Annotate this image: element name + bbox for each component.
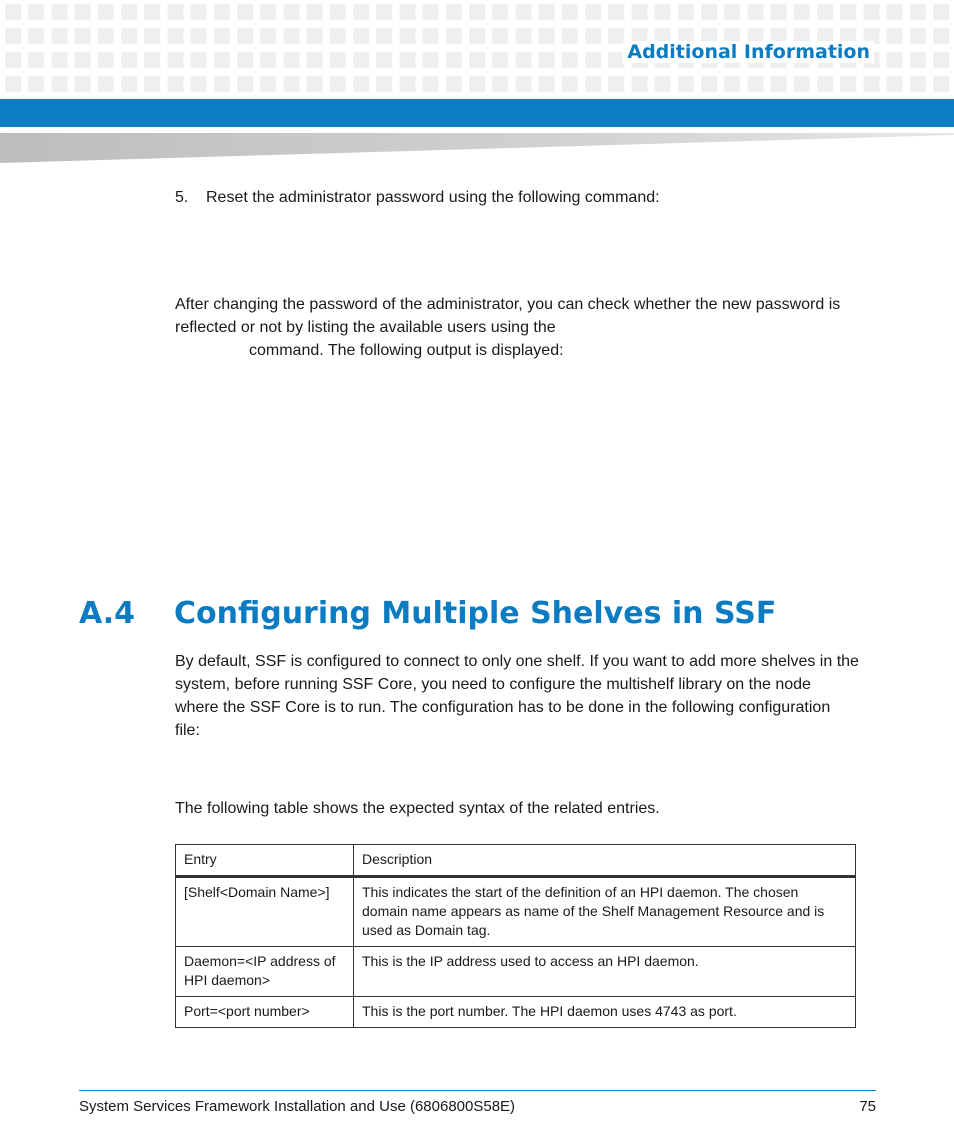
header-dot [724,76,740,92]
header-dot [307,28,323,44]
header-dot [307,4,323,20]
header-dot [469,52,485,68]
header-dot [283,28,299,44]
header-dot [399,76,415,92]
table-row [176,997,856,1028]
section-title: Configuring Multiple Shelves in SSF [174,596,777,631]
footer-document-title: System Services Framework Installation and Use (6806800S58E) [79,1098,516,1115]
header-dot [98,76,114,92]
section-heading [79,596,899,631]
header-dot [887,28,903,44]
header-dot [51,4,67,20]
header-dot [75,76,91,92]
header-dot [237,76,253,92]
header-dot [167,4,183,20]
header-dot [28,76,44,92]
header-dot [144,4,160,20]
header-dot [515,52,531,68]
header-dot [910,28,926,44]
header-dot [910,52,926,68]
header-dot [539,76,555,92]
header-dot [492,4,508,20]
header-dot [933,76,949,92]
header-dot [469,4,485,20]
header-dot [5,52,21,68]
paragraph-line: By default, SSF is configured to connect to only one shelf. If you want to add more shelves in the [175,653,859,670]
header-dot [585,52,601,68]
header-dot [608,28,624,44]
table-row [176,877,856,947]
header-dot [237,4,253,20]
header-dot [701,76,717,92]
header-dot [98,28,114,44]
header-dot [492,52,508,68]
header-dot [121,28,137,44]
paragraph-table-intro: The following table shows the expected syntax of the related entries. [175,800,660,817]
header-dot [330,76,346,92]
description-line: This indicates the start of the definition of an HPI daemon. The chosen [362,884,799,900]
header-dot [121,4,137,20]
header-dot [910,4,926,20]
header-dot [144,28,160,44]
header-dot [191,52,207,68]
header-dot [539,52,555,68]
header-dot [863,76,879,92]
header-dot [353,52,369,68]
paragraph-line: reflected or not by listing the available users using the [175,319,556,336]
header-dot [98,52,114,68]
header-dot [353,76,369,92]
header-dot [260,28,276,44]
footer-page-number: 75 [859,1098,876,1115]
step-text: Reset the administrator password using the following command: [206,189,660,206]
header-dot [144,52,160,68]
header-dot [585,76,601,92]
step-number: 5. [175,189,189,206]
running-header-title: Additional Information [623,41,874,63]
header-dot [446,76,462,92]
paragraph-line: system, before running SSF Core, you need to configure the multishelf library on the node [175,676,811,693]
header-dot [585,28,601,44]
description-line: domain name appears as name of the Shelf Management Resource and is [362,903,825,919]
header-dot [771,76,787,92]
header-dot [469,28,485,44]
header-dot [933,4,949,20]
header-dot [678,76,694,92]
header-dot [353,4,369,20]
footer-rule [79,1090,876,1091]
header-dot [75,4,91,20]
syntax-table [175,844,856,1028]
header-dot [423,4,439,20]
header-dot [28,4,44,20]
header-dot [608,52,624,68]
description-line: This is the port number. The HPI daemon uses 4743 as port. [362,1003,737,1019]
header-dot [121,52,137,68]
header-dot [237,28,253,44]
header-dot [167,28,183,44]
header-dot [307,52,323,68]
header-dot [887,52,903,68]
step-5 [175,186,875,209]
header-dot [260,76,276,92]
header-dot [446,28,462,44]
header-dot [608,76,624,92]
header-dot [910,76,926,92]
header-dot [655,4,671,20]
table-header-cell: Entry [176,845,354,877]
paragraph-line: After changing the password of the administrator, you can check whether the new password is [175,296,841,313]
header-dot [747,76,763,92]
header-dot [121,76,137,92]
header-dot [840,76,856,92]
header-dot [330,4,346,20]
header-dot [631,76,647,92]
header-dot [214,4,230,20]
header-dot [678,4,694,20]
header-dot [817,76,833,92]
header-dot [539,28,555,44]
header-dot [794,4,810,20]
header-dot [423,28,439,44]
header-dot [144,76,160,92]
header-dot [283,4,299,20]
header-dot [353,28,369,44]
header-dot [260,52,276,68]
header-dot [214,76,230,92]
paragraph-password-check [175,293,875,362]
header-dot [515,76,531,92]
header-dot [5,76,21,92]
header-dot [167,76,183,92]
header-dot [376,76,392,92]
section-number: A.4 [79,596,136,631]
header-dot [75,52,91,68]
header-dot [376,28,392,44]
header-dot [399,4,415,20]
table-cell-entry: [Shelf<Domain Name>] [176,877,354,947]
header-dot [817,4,833,20]
header-dot [376,52,392,68]
header-dot [28,52,44,68]
header-dot [747,4,763,20]
header-dot [5,28,21,44]
description-line: This is the IP address used to access an HPI daemon. [362,953,699,969]
paragraph-line: where the SSF Core is to run. The configuration has to be done in the following configuration [175,699,831,716]
header-dot [562,4,578,20]
table-cell-entry: Port=<port number> [176,997,354,1028]
header-dot [562,28,578,44]
header-dot [887,4,903,20]
header-dot [214,52,230,68]
header-dot [863,4,879,20]
header-dot [191,4,207,20]
header-dot [492,28,508,44]
header-dot [330,28,346,44]
header-dot [515,28,531,44]
header-dot [423,52,439,68]
header-dot [399,52,415,68]
header-dot [28,28,44,44]
table-cell-description [354,877,856,947]
header-dot [562,52,578,68]
header-dot [446,52,462,68]
header-dot [585,4,601,20]
header-dot [724,4,740,20]
header-dot [191,28,207,44]
table-header-row [176,845,856,877]
header-dot [423,76,439,92]
header-dot [492,76,508,92]
paragraph-line: command. The following output is displayed: [249,342,564,359]
header-dot [887,76,903,92]
header-dot [98,4,114,20]
header-dot [167,52,183,68]
header-dot [5,4,21,20]
header-dot [469,76,485,92]
header-dot [631,4,647,20]
table-cell-description [354,947,856,997]
header-dot [283,52,299,68]
entry-line: Daemon=<IP address of [184,953,336,969]
header-blue-bar [0,99,954,127]
header-dot [307,76,323,92]
table-header-cell: Description [354,845,856,877]
header-dot [51,52,67,68]
header-dot [840,4,856,20]
header-dot [376,4,392,20]
header-dot [260,4,276,20]
header-dot [794,76,810,92]
header-dot [399,28,415,44]
paragraph-line: file: [175,722,200,739]
header-gray-wedge [0,133,954,163]
header-dot [933,52,949,68]
header-dot [933,28,949,44]
header-dot [191,76,207,92]
header-dot [330,52,346,68]
table-row [176,947,856,997]
header-dot [562,76,578,92]
header-dot [771,4,787,20]
header-dot [539,4,555,20]
header-dot [51,76,67,92]
header-dot [51,28,67,44]
table-cell-entry [176,947,354,997]
header-dot [283,76,299,92]
description-line: used as Domain tag. [362,922,491,938]
table-cell-description [354,997,856,1028]
header-dot [214,28,230,44]
header-dot [515,4,531,20]
header-dot [608,4,624,20]
paragraph-default-config [175,650,875,742]
header-dot [75,28,91,44]
header-dot [701,4,717,20]
entry-line: HPI daemon> [184,972,270,988]
header-dot [655,76,671,92]
header-dot [237,52,253,68]
header-dot [446,4,462,20]
